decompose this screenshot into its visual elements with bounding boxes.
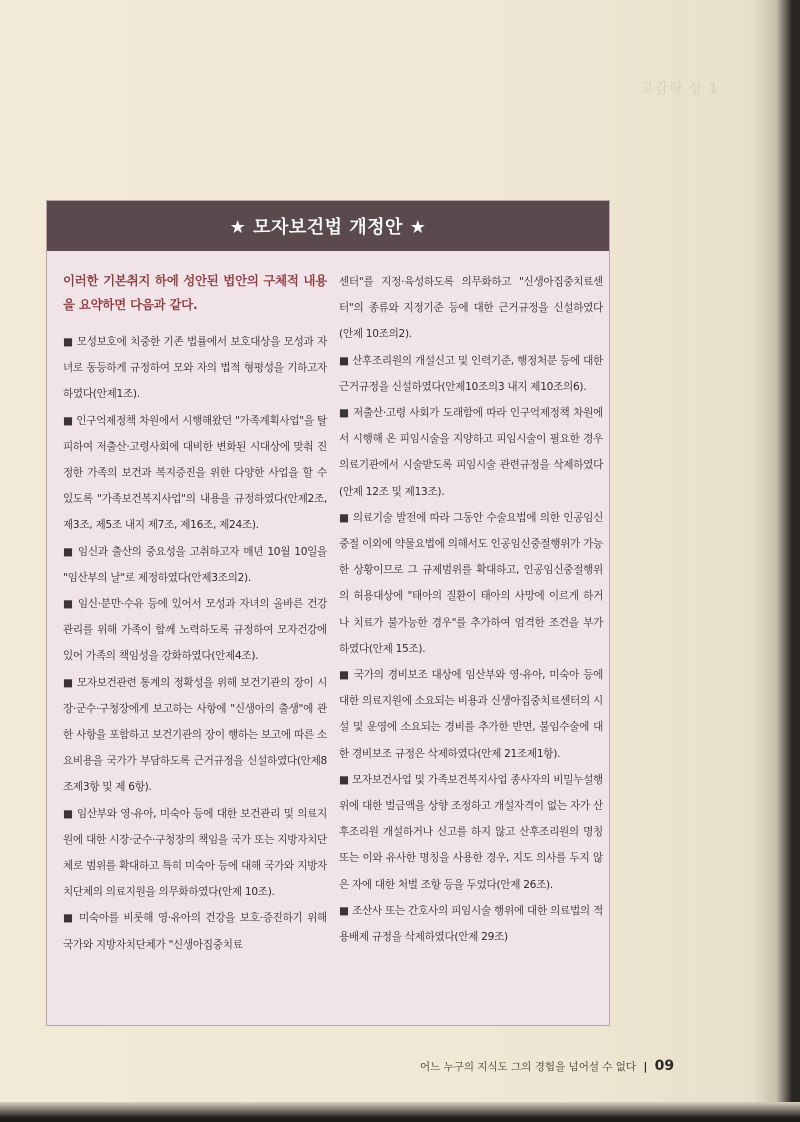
list-item-text: 미숙아를 비롯해 영·유아의 건강을 보호·증진하기 위해 국가와 지방자치단체가 "신생아집중치료 xyxy=(63,912,327,951)
panel-header xyxy=(47,201,609,251)
list-item-text: 모자보건사업 및 가족보건복지사업 종사자의 비밀누설행위에 대한 벌금액을 상향 조정하고 개설자격이 없는 자가 산후조리원 개설하거나 신고를 하지 않고 산후조리원의 명칭 또는 이와 유사한 명칭을 사용한 경우, 지도 의사를 두지 않은 자에 대한 처벌 조항 등을 두었다(안제 26조). xyxy=(339,773,603,891)
bullet-icon: ■ xyxy=(63,912,75,925)
amendment-panel xyxy=(46,200,610,1026)
left-column xyxy=(63,269,327,958)
footer-separator: | xyxy=(643,1061,648,1073)
list-item xyxy=(339,348,603,400)
list-item xyxy=(63,905,327,957)
list-item xyxy=(339,662,603,767)
list-item-text: 임신과 출산의 중요성을 고취하고자 매년 10월 10일을 "임산부의 날"로 제정하였다(안제3조의2). xyxy=(63,545,327,584)
bullet-icon: ■ xyxy=(339,354,349,367)
bullet-icon: ■ xyxy=(339,511,350,524)
bullet-icon: ■ xyxy=(63,598,74,611)
list-item-text: 의료기술 발전에 따라 그동안 수술요법에 의한 인공임신중절 이외에 약물요법에 의해서도 인공임신중절행위가 가능한 상황이므로 그 규제범위를 확대하고, 인공임신중절행위의 허용대상에 "태아의 질환이 태아의 사망에 이르게 하거나 치료가 불가능한 경우"를 추가하여 엄격한 조건을 부가하였다(안제 15조). xyxy=(339,511,603,655)
list-item xyxy=(339,898,603,950)
list-item-text: 국가의 경비보조 대상에 임산부와 영·유아, 미숙아 등에 대한 의료지원에 소요되는 비용과 신생아집중치료센터의 시설 및 운영에 소요되는 경비를 추가한 반면, 불임수술에 대한 경비보조 규정은 삭제하였다(안제 21조제1항). xyxy=(339,669,603,760)
list-item-text: 센터"를 지정·육성하도록 의무화하고 "신생아집중치료센터"의 종류와 지정기준 등에 대한 근거규정을 신설하였다(안제 10조의2). xyxy=(339,276,603,341)
list-item xyxy=(63,539,327,591)
list-item xyxy=(339,269,603,348)
list-item-text: 임신·분만·수유 등에 있어서 모성과 자녀의 올바른 건강관리를 위해 가족이 함께 노력하도록 규정하여 모자건강에 있어 가족의 책임성을 강화하였다(안제4조). xyxy=(63,598,327,663)
list-item xyxy=(63,801,327,906)
bullet-icon: ■ xyxy=(339,669,350,682)
right-item-list xyxy=(339,269,603,950)
list-item xyxy=(339,400,603,505)
list-item-text: 모성보호에 치중한 기존 법률에서 보호대상을 모성과 자녀로 동등하게 규정하여 모와 자의 법적 형평성을 기하고자 하였다(안제1조). xyxy=(63,336,327,401)
list-item-text: 인구억제정책 차원에서 시행해왔던 "가족계획사업"을 탈피하여 저출산·고령사회에 대비한 변화된 시대상에 맞춰 진정한 가족의 보건과 복지증진을 위한 다양한 사업을 할 수 있도록 "가족보건복지사업"의 내용을 규정하였다(안제2조, 제3조, 제5조 내지 제7조, 제16조, 제24조). xyxy=(63,414,327,532)
bullet-icon: ■ xyxy=(63,336,74,348)
list-item-text: 산후조리원의 개설신고 및 인력기준, 행정처분 등에 대한 근거규정을 신설하였다(안제10조의3 내지 제10조의6). xyxy=(339,354,603,393)
page-bottom-edge xyxy=(0,1102,800,1122)
bullet-icon: ■ xyxy=(339,407,350,420)
list-item-text: 임산부와 영·유아, 미숙아 등에 대한 보건관리 및 의료지원에 대한 시장·군수·구청장의 책임을 국가 또는 지방자치단체로 범위를 확대하고 특히 미숙아 등에 대해 국가와 지방자치단체의 의료지원을 의무화하였다(안제 10조). xyxy=(63,807,327,899)
page-number: 09 xyxy=(654,1058,675,1074)
footer-quote: 어느 누구의 지식도 그의 경험을 넘어설 수 없다 xyxy=(420,1061,637,1073)
list-item xyxy=(339,505,603,662)
list-item-text: 저출산·고령 사회가 도래함에 따라 인구억제정책 차원에서 시행해 온 피임시술을 지양하고 피임시술이 필요한 경우 의료기관에서 시술받도록 피임시술 관련규정을 삭제하였다(안제 12조 및 제13조). xyxy=(339,407,603,498)
bullet-icon: ■ xyxy=(63,807,74,820)
list-item xyxy=(63,591,327,670)
left-item-list xyxy=(63,329,327,958)
list-item xyxy=(63,408,327,539)
intro-text: 이러한 기본취지 하에 성안된 법안의 구체적 내용을 요약하면 다음과 같다. xyxy=(63,273,327,312)
list-item xyxy=(339,767,603,898)
page-footer xyxy=(420,1058,674,1074)
list-item xyxy=(63,670,327,801)
bullet-icon: ■ xyxy=(63,414,73,427)
bullet-icon: ■ xyxy=(63,545,74,558)
bullet-icon: ■ xyxy=(63,676,74,689)
panel-title: ★ 모자보건법 개정안 ★ xyxy=(229,217,427,238)
bullet-icon: ■ xyxy=(339,904,349,917)
right-column xyxy=(339,269,603,950)
list-item-text: 모자보건관련 통계의 정확성을 위해 보건기관의 장이 시장·군수·구청장에게 보고하는 사항에 "신생아의 출생"에 관한 사항을 포함하고 보건기관의 장이 행하는 보고에 따른 소요비용을 국가가 부담하도록 근거규정을 신설하였다(안제8조제3항 및 제 6항). xyxy=(63,676,327,794)
list-item xyxy=(63,329,327,408)
faint-running-header: 고감량 상 1 xyxy=(640,81,719,97)
list-item-text: 조산사 또는 간호사의 피임시술 행위에 대한 의료법의 적용배제 규정을 삭제하였다(안제 29조) xyxy=(339,904,603,944)
bullet-icon: ■ xyxy=(339,773,349,786)
